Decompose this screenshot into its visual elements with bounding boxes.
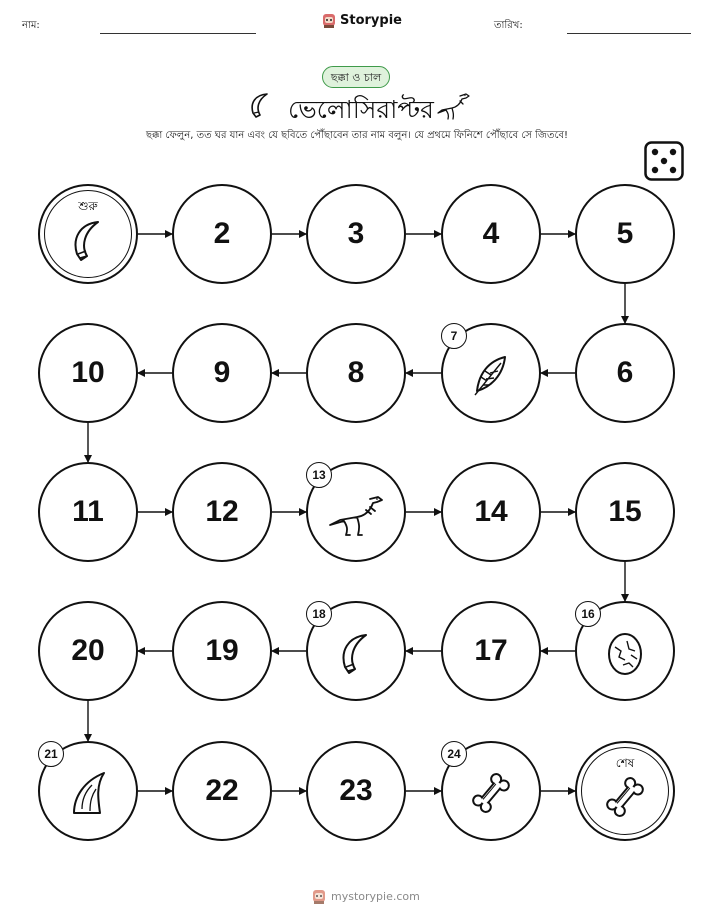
board-space-24 bbox=[441, 741, 541, 841]
space-number: 9 bbox=[213, 356, 231, 389]
space-number: 4 bbox=[482, 217, 500, 250]
board-space-17 bbox=[441, 601, 541, 701]
board-space-11 bbox=[38, 462, 138, 562]
board-space-22 bbox=[172, 741, 272, 841]
space-number-badge: 7 bbox=[441, 323, 467, 349]
brand-name: Storypie bbox=[340, 12, 402, 28]
space-number: 6 bbox=[616, 356, 634, 389]
space-number: 17 bbox=[474, 634, 508, 667]
start-label: শুরু bbox=[78, 199, 98, 213]
space-number: 12 bbox=[205, 495, 239, 528]
board-space-8 bbox=[306, 323, 406, 423]
board-space-9 bbox=[172, 323, 272, 423]
velociraptor-icon bbox=[326, 489, 386, 539]
egg-icon bbox=[601, 629, 649, 677]
board-space-2 bbox=[172, 184, 272, 284]
space-number: 23 bbox=[339, 774, 373, 807]
board-space-14 bbox=[441, 462, 541, 562]
space-number-badge: 13 bbox=[306, 462, 332, 488]
board-space-12 bbox=[172, 462, 272, 562]
space-number-badge: 21 bbox=[38, 741, 64, 767]
board-space-7 bbox=[441, 323, 541, 423]
board-space-18 bbox=[306, 601, 406, 701]
claw-icon bbox=[64, 216, 112, 264]
space-number: 11 bbox=[72, 495, 104, 528]
space-number: 10 bbox=[71, 356, 105, 389]
space-number: 15 bbox=[608, 495, 642, 528]
bone-icon bbox=[467, 769, 515, 817]
board-space-19 bbox=[172, 601, 272, 701]
board-space-3 bbox=[306, 184, 406, 284]
name-label: নাম: bbox=[22, 20, 40, 31]
instructions: ছক্কা ফেলুন, তত ঘর যান এবং যে ছবিতে পৌঁছাবেন তার নাম বলুন। যে প্রথমে ফিনিশে পৌঁছাবে সে জিতবে! bbox=[145, 130, 569, 141]
space-number: 19 bbox=[205, 634, 239, 667]
footer bbox=[312, 888, 420, 904]
board-space-20 bbox=[38, 601, 138, 701]
space-number: 3 bbox=[347, 217, 365, 250]
space-number: 5 bbox=[616, 217, 634, 250]
date-label: তারিখ: bbox=[494, 20, 523, 31]
space-number: 14 bbox=[474, 495, 508, 528]
page-title: ভেলোসিরাপ্টর bbox=[288, 95, 434, 124]
finish-label: শেষ bbox=[615, 756, 635, 770]
claw-icon bbox=[332, 629, 380, 677]
board-space-21 bbox=[38, 741, 138, 841]
game-type-badge: ছক্কা ও চাল bbox=[322, 66, 390, 88]
board-space-6 bbox=[575, 323, 675, 423]
space-number: 22 bbox=[205, 774, 239, 807]
start-space bbox=[38, 184, 138, 284]
space-number: 2 bbox=[213, 217, 231, 250]
feather-icon bbox=[467, 351, 515, 399]
space-number-badge: 24 bbox=[441, 741, 467, 767]
board-space-15 bbox=[575, 462, 675, 562]
board-space-16 bbox=[575, 601, 675, 701]
storypie-mascot-icon bbox=[312, 888, 326, 904]
space-number: 8 bbox=[347, 356, 365, 389]
board-space-10 bbox=[38, 323, 138, 423]
finish-space bbox=[575, 741, 675, 841]
board-space-23 bbox=[306, 741, 406, 841]
tooth-icon bbox=[64, 769, 112, 817]
board-space-4 bbox=[441, 184, 541, 284]
bone-icon bbox=[601, 773, 649, 821]
board-space-5 bbox=[575, 184, 675, 284]
board-space-13 bbox=[306, 462, 406, 562]
space-number: 20 bbox=[71, 634, 105, 667]
footer-url: mystorypie.com bbox=[331, 889, 420, 903]
space-number-badge: 18 bbox=[306, 601, 332, 627]
space-number-badge: 16 bbox=[575, 601, 601, 627]
